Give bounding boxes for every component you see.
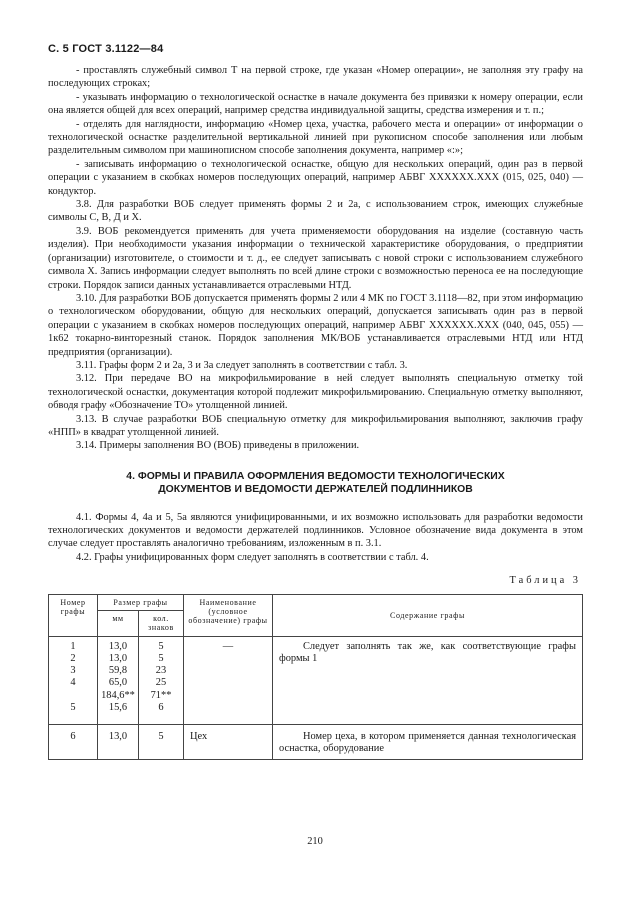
header-cell-size: Размер графы	[98, 594, 184, 610]
table-caption: Таблица 3	[509, 575, 581, 587]
paragraph: - указывать информацию о технологической оснастке в начале документа без привязки к номеру операции, если она является общей для всех операций, например средства индивидуальной защиты, средства измерения и т. п.;	[48, 91, 583, 117]
cell-line: 4	[70, 677, 76, 689]
cell-line: 2	[70, 653, 76, 665]
cell-chars	[139, 636, 184, 718]
cell-text: Номер цеха, в котором применяется данная технологическая оснастка, оборудование	[279, 731, 576, 755]
paragraph: 4.1. Формы 4, 4а и 5, 5а являются унифицированными, и их возможно использовать для разработки ведомости технологических документов и ведомости держателей подлинников. Условное обозначение вида документа в этом случае следует проставлять аналогично требованиям, изложенным в п. 3.1.	[48, 511, 583, 550]
cell-text: Следует заполнять так же, как соответствующие графы формы 1	[279, 640, 576, 665]
paragraph: 3.11. Графы форм 2 и 2а, 3 и 3а следует заполнять в соответствии с табл. 3.	[76, 359, 408, 371]
cell-chars: 5	[139, 725, 184, 760]
table-row	[49, 636, 583, 718]
document-body	[48, 64, 583, 760]
cell-line: 25	[155, 677, 167, 689]
header-cell-mm: мм	[98, 611, 139, 637]
paragraph: 3.10. Для разработки ВОБ допускается применять формы 2 или 4 МК по ГОСТ 3.1118—82, при этом информацию о технологическом оборудовании, общую для нескольких операций, допускается записывать один раз в первой операции с указанием в скобках номеров последующих операций, например АБВГ ХХХХХХ.ХХХ (040, 045, 055) — 1к62 токарно-винторезный станок. Порядок заполнения МК/ВОБ устанавливается отраслевыми НТД или НТД предприятия (организации).	[48, 292, 583, 358]
cell-mm: 13,0	[98, 725, 139, 760]
header-cell-number: Номер графы	[49, 594, 98, 636]
cell-line: 3	[70, 665, 76, 677]
cell-mm	[98, 636, 139, 718]
cell-line: 1	[70, 640, 76, 652]
cell-name: Цех	[184, 725, 273, 760]
cell-line: 184,6**	[101, 689, 135, 701]
page-header: С. 5 ГОСТ 3.1122—84	[48, 43, 164, 55]
table-3	[48, 594, 583, 761]
cell-line: 13,0	[108, 640, 128, 652]
cell-line: 15,6	[108, 701, 128, 713]
paragraph: 4.2. Графы унифицированных форм следует заполнять в соответствии с табл. 4.	[76, 551, 429, 563]
cell-line: 71**	[150, 689, 172, 701]
paragraph: - отделять для наглядности, информацию «Номер цеха, участка, рабочего места и операции» от информации о технологической оснастке разделительной вертикальной линией при рукописном способе заполнения или любым разделительным символом при машинописном способе заполнения документа, например «:»;	[48, 118, 583, 157]
cell-name: —	[184, 636, 273, 718]
table-header-row	[49, 594, 583, 610]
cell-number: 6	[49, 725, 98, 760]
paragraph: - проставлять служебный символ Т на первой строке, где указан «Номер операции», не заполняя эту графу на последующих строках;	[48, 65, 583, 90]
table-row	[49, 725, 583, 760]
paragraph: 3.12. При передаче ВО на микрофильмирование в ней следует выполнять специальную отметку той технологической оснастки, документация которой подлежит микрофильмированию. Специальную отметку выполняют, обводя графу «Обозначение ТО» утолщенной линией.	[48, 373, 583, 412]
cell-content	[273, 725, 583, 760]
section-title-line: ДОКУМЕНТОВ И ВЕДОМОСТИ ДЕРЖАТЕЛЕЙ ПОДЛИННИКОВ	[158, 484, 473, 496]
cell-content	[273, 636, 583, 718]
cell-line: 5	[158, 653, 164, 665]
cell-line: 6	[158, 701, 164, 713]
cell-line	[52, 690, 94, 702]
cell-line: 5	[158, 640, 164, 652]
page-number: 210	[307, 836, 323, 847]
paragraph: 3.13. В случае разработки ВОБ специальную отметку для микрофильмирования выполняют, заключив графу «НПП» в квадрат утолщенной линией.	[48, 413, 583, 438]
section-title-line: 4. ФОРМЫ И ПРАВИЛА ОФОРМЛЕНИЯ ВЕДОМОСТИ ТЕХНОЛОГИЧЕСКИХ	[126, 470, 505, 482]
header-cell-chars: кол. знаков	[139, 611, 184, 637]
section-title	[48, 470, 583, 497]
cell-line: 5	[70, 701, 76, 713]
cell-line: 13,0	[108, 653, 128, 665]
cell-line: 59,8	[108, 665, 128, 677]
paragraph: 3.9. ВОБ рекомендуется применять для учета применяемости оборудования на изделие (составную часть изделия). При необходимости указания информации о технической характеристике оборудования, о предприятии (организации) изготовителе, о стоимости и т. д., ее следует записывать с новой строки с использованием служебного символа Х. Запись информации следует выполнять по всей длине строки с возможностью переноса ее на последующие строки. Порядок записи данных устанавливается отраслевыми НТД.	[48, 225, 583, 291]
cell-line: 23	[155, 665, 167, 677]
paragraph: 3.8. Для разработки ВОБ следует применять формы 2 и 2а, с использованием строк, имеющих служебные символы С, В, Д и Х.	[48, 199, 583, 224]
paragraph: 3.14. Примеры заполнения ВО (ВОБ) приведены в приложении.	[76, 440, 360, 452]
header-cell-name: Наименование (условное обозначение) графы	[184, 594, 273, 636]
paragraph: - записывать информацию о технологической оснастке, общую для нескольких операций, один раз в первой операции с указанием в скобках номеров последующих операций, например АБВГ ХХХХХХ.ХХХ (015, 025, 040) — кондуктор.	[48, 158, 583, 197]
header-cell-content: Содержание графы	[273, 594, 583, 636]
cell-line: 65,0	[108, 677, 128, 689]
cell-numbers	[49, 636, 98, 718]
